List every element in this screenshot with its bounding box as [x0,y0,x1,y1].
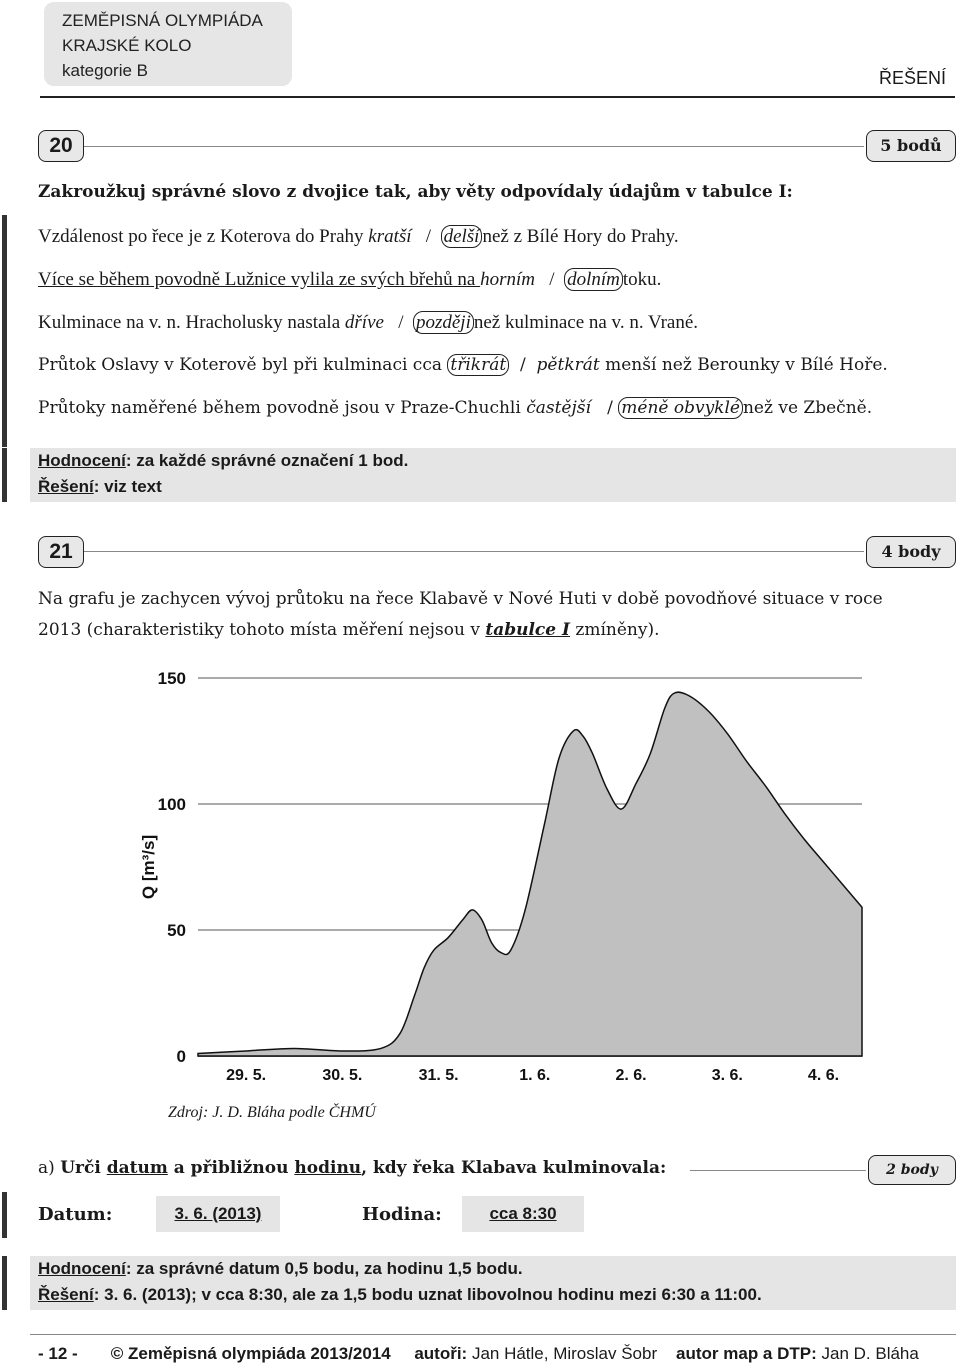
x-tick-label: 3. 6. [711,1067,743,1084]
hodina-answer: cca 8:30 [462,1196,584,1232]
points-badge: 2 body [868,1155,956,1185]
x-tick-labels [226,1067,839,1084]
x-tick-label: 1. 6. [519,1067,551,1084]
subquestion-a: a) Urči datum a přibližnou hodinu, kdy řeka Klabava kulminovala: [38,1158,667,1178]
question-rule [84,146,864,147]
footer: - 12 - © Zeměpisná olympiáda 2013/2014 autoři: Jan Hátle, Miroslav Šobr autor map a DTP: Jan D. Bláha [38,1344,919,1363]
option-a[interactable]: dříve [344,312,384,333]
solution-line: Řešení: 3. 6. (2013); v cca 8:30, ale za 1,5 bodu uznat libovolnou hodinu mezi 6:30 a 11:00. [38,1285,762,1304]
y-tick-label: 150 [157,669,186,688]
evaluation-line: Hodnocení: za každé správné označení 1 bod. [38,451,409,470]
y-tick-labels [158,669,186,1066]
instruction-text: Zakroužkuj správné slovo z dvojice tak, aby věty odpovídaly údajům v tabulce I: [38,182,793,202]
option-b-circled[interactable]: dolním [564,268,623,291]
question-rule [84,551,864,552]
side-marker [2,1256,7,1310]
question-number-20: 20 [38,130,84,162]
option-b-circled[interactable]: méně obvyklé [618,397,743,419]
copyright: © Zeměpisná olympiáda 2013/2014 [110,1344,391,1363]
discharge-area [198,692,862,1056]
side-marker [2,448,7,502]
option-b-circled[interactable]: delší [441,225,483,248]
points-badge: 4 body [866,536,956,568]
datum-label: Datum: [38,1204,113,1225]
sentence-5: Průtoky naměřené během povodně jsou v Praze-Chuchli častější / méně obvyklé než ve Zbečně. [38,398,873,418]
option-b-circled[interactable]: později [413,311,474,334]
hodina-label: Hodina: [362,1204,442,1225]
sentence-4: Průtok Oslavy v Koterově byl při kulminaci cca třikrát / pětkrát menší než Berounky v Bílé Hoře. [38,355,888,375]
question-number-21: 21 [38,536,84,568]
discharge-chart [100,660,880,1100]
datum-answer: 3. 6. (2013) [156,1196,280,1232]
sentence-2: Více se během povodně Lužnice vylila ze svých břehů na horním / dolním toku. [38,269,662,290]
header-round: KRAJSKÉ KOLO [62,36,192,55]
q20-instruction [38,182,793,202]
y-tick-label: 50 [167,921,186,940]
header-rule [40,96,955,98]
footer-rule [30,1334,956,1335]
x-tick-label: 2. 6. [615,1067,647,1084]
side-marker [2,1192,7,1238]
y-tick-label: 0 [176,1047,186,1066]
sentence-1: Vzdálenost po řece je z Koterova do Prahy kratší / delší než z Bílé Hory do Prahy. [38,226,679,247]
y-tick-label: 100 [157,795,186,814]
header-box [44,2,292,86]
header-solution-label: ŘEŠENÍ [878,68,946,88]
evaluation-line: Hodnocení: za správné datum 0,5 bodu, za hodinu 1,5 bodu. [38,1259,523,1278]
sentence-3: Kulminace na v. n. Hracholusky nastala dříve / později než kulminace na v. n. Vrané. [38,312,699,333]
q21-text-line2: 2013 (charakteristiky tohoto místa měření nejsou v tabulce I zmíněny). [38,620,660,640]
x-tick-label: 30. 5. [322,1067,363,1084]
x-tick-label: 4. 6. [807,1067,840,1084]
header-category: kategorie B [62,61,148,80]
points-badge: 5 bodů [866,130,956,162]
option-a[interactable]: častější [526,398,591,418]
option-a[interactable]: kratší [368,226,412,247]
option-a-circled[interactable]: třikrát [447,354,509,376]
page-number: - 12 - [38,1344,78,1363]
chart-source: Zdroj: J. D. Bláha podle ČHMÚ [168,1104,376,1121]
header-title: ZEMĚPISNÁ OLYMPIÁDA [62,11,263,30]
q21-text-line1: Na grafu je zachycen vývoj průtoku na řece Klabavě v Nové Huti v době povodňové situace v roce [38,589,883,609]
question-rule [690,1170,866,1171]
x-tick-label: 31. 5. [418,1067,459,1084]
x-tick-label: 29. 5. [226,1067,267,1084]
option-b[interactable]: pětkrát [536,355,600,375]
side-marker [2,215,7,447]
y-axis-label: Q [m³/s] [139,834,158,900]
solution-line: Řešení: viz text [38,477,162,496]
option-a[interactable]: horním [480,269,536,290]
